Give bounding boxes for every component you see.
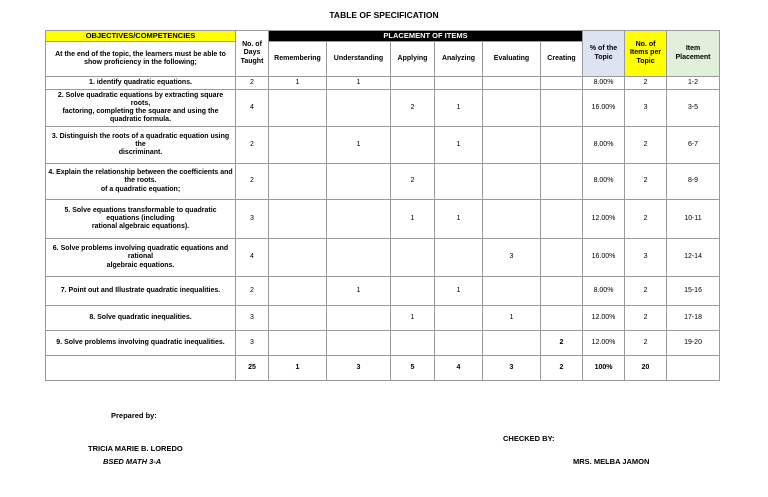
preparer-course: BSED MATH 3-A — [103, 457, 162, 466]
items-cell: 2 — [625, 127, 667, 164]
level-cell: 1 — [435, 277, 483, 306]
level-cell — [327, 331, 391, 356]
intro-text: At the end of the topic, the learners must be able to show proficiency in the following; — [46, 42, 236, 77]
percent-cell: 8.00% — [583, 277, 625, 306]
level-cell — [435, 239, 483, 277]
items-per-topic-header: No. of Items per Topic — [625, 31, 667, 77]
level-cell — [269, 90, 327, 127]
objective-cell: 4. Explain the relationship between the coefficients and the roots. of a quadratic equation; — [46, 164, 236, 200]
level-cell — [483, 127, 541, 164]
total-days-cell: 25 — [236, 356, 269, 381]
level-header-remembering: Remembering — [269, 42, 327, 77]
level-cell: 2 — [391, 164, 435, 200]
level-cell — [269, 277, 327, 306]
table-row — [46, 306, 720, 331]
items-cell: 2 — [625, 77, 667, 90]
total-level-cell: 4 — [435, 356, 483, 381]
level-cell — [391, 277, 435, 306]
level-header-applying: Applying — [391, 42, 435, 77]
preparer-name: TRICIA MARIE B. LOREDO — [88, 444, 183, 453]
level-cell — [391, 239, 435, 277]
level-header-creating: Creating — [541, 42, 583, 77]
specification-table — [45, 30, 720, 381]
placement-cell: 19-20 — [667, 331, 720, 356]
level-cell — [541, 164, 583, 200]
table-row — [46, 127, 720, 164]
level-cell: 2 — [541, 331, 583, 356]
level-cell: 1 — [269, 77, 327, 90]
days-header: No. of Days Taught — [236, 31, 269, 77]
level-cell — [327, 164, 391, 200]
level-cell — [483, 200, 541, 239]
placement-cell: 10-11 — [667, 200, 720, 239]
items-cell: 2 — [625, 331, 667, 356]
level-cell — [541, 200, 583, 239]
table-row — [46, 164, 720, 200]
placement-cell: 1-2 — [667, 77, 720, 90]
table-row — [46, 200, 720, 239]
objective-cell: 9. Solve problems involving quadratic inequalities. — [46, 331, 236, 356]
level-cell — [541, 239, 583, 277]
level-cell — [541, 306, 583, 331]
days-cell: 4 — [236, 90, 269, 127]
table-row — [46, 331, 720, 356]
days-cell: 3 — [236, 200, 269, 239]
totals-row — [46, 356, 720, 381]
days-cell: 3 — [236, 331, 269, 356]
percent-cell: 12.00% — [583, 306, 625, 331]
level-cell: 1 — [435, 127, 483, 164]
level-header-understanding: Understanding — [327, 42, 391, 77]
level-cell: 1 — [327, 77, 391, 90]
level-cell — [483, 90, 541, 127]
level-cell — [483, 164, 541, 200]
page-title: TABLE OF SPECIFICATION — [329, 10, 439, 20]
level-cell — [541, 127, 583, 164]
objective-cell: 5. Solve equations transformable to quadratic equations (including rational algebraic equations). — [46, 200, 236, 239]
items-cell: 2 — [625, 200, 667, 239]
level-cell — [483, 77, 541, 90]
items-cell: 3 — [625, 239, 667, 277]
objective-cell: 7. Point out and Illustrate quadratic inequalities. — [46, 277, 236, 306]
objective-cell: 1. identify quadratic equations. — [46, 77, 236, 90]
level-cell — [435, 164, 483, 200]
objectives-header: OBJECTIVES/COMPETENCIES — [46, 31, 236, 42]
days-cell: 4 — [236, 239, 269, 277]
level-cell — [391, 331, 435, 356]
level-cell: 1 — [391, 200, 435, 239]
level-cell: 1 — [327, 127, 391, 164]
total-level-cell: 3 — [483, 356, 541, 381]
days-cell: 3 — [236, 306, 269, 331]
level-cell — [483, 331, 541, 356]
table-row — [46, 277, 720, 306]
level-header-evaluating: Evaluating — [483, 42, 541, 77]
level-cell — [435, 77, 483, 90]
level-cell — [269, 127, 327, 164]
percent-cell: 16.00% — [583, 239, 625, 277]
days-cell: 2 — [236, 277, 269, 306]
days-cell: 2 — [236, 127, 269, 164]
level-cell — [435, 331, 483, 356]
percent-cell: 8.00% — [583, 164, 625, 200]
items-cell: 2 — [625, 277, 667, 306]
placement-cell: 3-5 — [667, 90, 720, 127]
totals-label-cell — [46, 356, 236, 381]
objective-cell: 6. Solve problems involving quadratic equations and rational algebraic equations. — [46, 239, 236, 277]
level-cell: 1 — [483, 306, 541, 331]
level-cell — [391, 77, 435, 90]
level-cell — [327, 90, 391, 127]
total-level-cell: 5 — [391, 356, 435, 381]
prepared-by-label: Prepared by: — [111, 411, 157, 420]
placement-cell: 8-9 — [667, 164, 720, 200]
level-cell — [269, 306, 327, 331]
level-cell — [269, 239, 327, 277]
level-cell — [327, 239, 391, 277]
percent-header: % of the Topic — [583, 31, 625, 77]
table-row — [46, 239, 720, 277]
items-cell: 2 — [625, 164, 667, 200]
level-cell — [269, 164, 327, 200]
objective-cell: 3. Distinguish the roots of a quadratic equation using the discriminant. — [46, 127, 236, 164]
total-percent-cell: 100% — [583, 356, 625, 381]
table-row — [46, 90, 720, 127]
level-cell: 2 — [391, 90, 435, 127]
item-placement-header: Item Placement — [667, 31, 720, 77]
items-cell: 3 — [625, 90, 667, 127]
level-cell: 3 — [483, 239, 541, 277]
level-cell: 1 — [327, 277, 391, 306]
level-cell — [391, 127, 435, 164]
table-row — [46, 77, 720, 90]
total-items-cell: 20 — [625, 356, 667, 381]
items-cell: 2 — [625, 306, 667, 331]
total-level-cell: 3 — [327, 356, 391, 381]
percent-cell: 12.00% — [583, 200, 625, 239]
percent-cell: 8.00% — [583, 77, 625, 90]
level-cell: 1 — [391, 306, 435, 331]
checked-by-label: CHECKED BY: — [503, 434, 555, 443]
level-cell — [269, 200, 327, 239]
level-cell — [541, 77, 583, 90]
placement-cell: 15-16 — [667, 277, 720, 306]
level-cell — [327, 200, 391, 239]
level-cell: 1 — [435, 90, 483, 127]
level-cell — [541, 90, 583, 127]
percent-cell: 16.00% — [583, 90, 625, 127]
level-cell: 1 — [435, 200, 483, 239]
level-header-analyzing: Analyzing — [435, 42, 483, 77]
level-cell — [269, 331, 327, 356]
objective-cell: 2. Solve quadratic equations by extracting square roots, factoring, completing the square and using the quadratic formula. — [46, 90, 236, 127]
placement-cell: 17-18 — [667, 306, 720, 331]
placement-cell: 12-14 — [667, 239, 720, 277]
total-level-cell: 2 — [541, 356, 583, 381]
placement-cell: 6-7 — [667, 127, 720, 164]
days-cell: 2 — [236, 164, 269, 200]
objective-cell: 8. Solve quadratic inequalities. — [46, 306, 236, 331]
percent-cell: 12.00% — [583, 331, 625, 356]
total-placement-cell — [667, 356, 720, 381]
days-cell: 2 — [236, 77, 269, 90]
checker-name: MRS. MELBA JAMON — [573, 457, 650, 466]
percent-cell: 8.00% — [583, 127, 625, 164]
placement-of-items-header: PLACEMENT OF ITEMS — [269, 31, 583, 42]
level-cell — [435, 306, 483, 331]
total-level-cell: 1 — [269, 356, 327, 381]
level-cell — [541, 277, 583, 306]
level-cell — [483, 277, 541, 306]
level-cell — [327, 306, 391, 331]
